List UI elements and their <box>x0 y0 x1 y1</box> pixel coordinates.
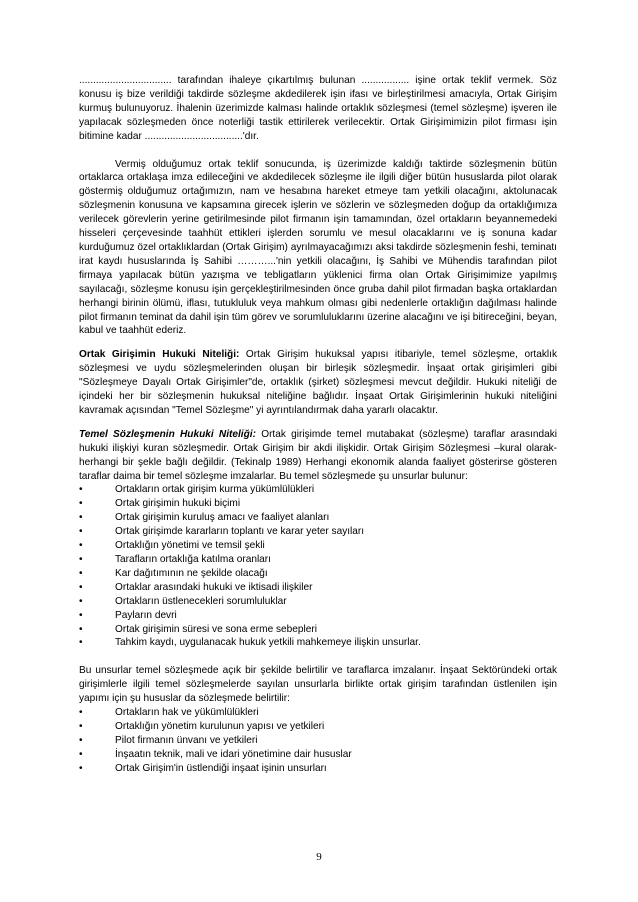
list-item: • Ortakların ortak girişim kurma yükümlülükleri <box>79 484 315 496</box>
bullet-icon: • <box>79 734 83 746</box>
bullet-icon: • <box>79 554 83 565</box>
bullet-icon: • <box>79 609 83 621</box>
list-item: • Tarafların ortaklığa katılma oranları <box>79 554 271 565</box>
bullet-icon: • <box>79 637 83 649</box>
legal-nature-heading: Ortak Girişimin Hukuki Niteliği: <box>79 349 240 361</box>
legal-nature-body: Ortak Girişim hukuksal yapısı itibariyle, temel sözleşme, ortaklık sözleşmesi ve uydu sözleşmelerinden oluşan bir birleşik sözleşmedir. İnşaat ortak girişimleri gibi "Sözleşmeye Dayalı Ortak Girişimler"de, ortaklık (şirket) sözleşmesi mevcut değildir. Hukuki niteliği de içindeki her bir sözleşmenin hukuksal niteliğine bağlıdır. İnşaat Ortak Girişimlerinin hukuki niteliğini kavramak açısından "Temel Sözleşme" yi ayrıntılandırmak daha yararlı olacaktır. <box>79 349 557 416</box>
commitment-paragraph: Vermiş olduğumuz ortak teklif sonucunda, iş üzerimizde kaldığı taktirde sözleşmenin bütün ortaklarca ortaklaşa imza edileceğini ve akdedilecek sözleşme ile ilgili diğer bütün hususlarda pilot olarak göstermiş olduğumuz ortağımızın, nam ve hesabına hareket etmeye tam yetkili olacağını, aktolunacak sözleşmenin konusuna ve kapsamına girecek işlerin ve sözlerin ve sözleşmeden doğup da ortaklığımıza verilecek görevlerin yerine getirilmesinde pilot firmanın işin tamamından, özel ortakların beyannemedeki hisseleri çerçevesinde taahhüt ettikleri işlerden sorumlu ve mesul olacaklarını ve iş sonuna kadar kurduğumuz özel ortaklıklardan (Ortak Girişim) ayrılmayacağımızı aksi takdirde sözleşmenin feshi, teminatı irat kaydı hususlarında İş Sahibi ………...'nin yetkili olacağını, İş Sahibi ve Mühendis tarafından pilot firmaya yapılacak bütün yazışma ve tebligatların yüklenici firma olan Ortak Girişimimize yapılmış sayılacağı, sözleşme konusu işin gerçekleştirilmesinden önce gruba dahil pilot firmadan başka ortaklardan herhangi birinin ölümü, iflası, tutukluluk veya mahkum olması gibi nedenlerle ortaklığın dağılması halinde pilot firmanın teminat da dahil işin tüm görev ve sorumluluklarını üzerine alacağını ve işi bitireceğini, beyan, kabul ve taahhüt ederiz. <box>79 158 557 337</box>
contract-elements-list <box>79 483 557 650</box>
list-item: • Payların devri <box>79 609 177 621</box>
list-item: • Ortak girişimin hukuki biçimi <box>79 498 241 510</box>
list-item: • Ortak girişimde kararların toplantı ve karar yeter sayıları <box>79 526 365 538</box>
list-item: • Ortaklığın yönetim kurulunun yapısı ve yetkileri <box>79 720 325 732</box>
list-item: • Ortakların üstlenecekleri sorumluluklar <box>79 595 287 607</box>
bullet-icon: • <box>79 707 83 719</box>
page-number: 9 <box>316 851 322 863</box>
list-item: • Tahkim kaydı, uygulanacak hukuk yetkili mahkemeye ilişkin unsurlar. <box>79 637 421 649</box>
list-item: • Pilot firmanın ünvanı ve yetkileri <box>79 734 258 746</box>
bullet-icon: • <box>79 526 83 538</box>
bullet-icon: • <box>79 720 83 732</box>
bullet-icon: • <box>79 581 83 593</box>
bullet-icon: • <box>79 540 83 552</box>
legal-nature-paragraph <box>79 348 557 418</box>
list-item: • Ortak girişimin süresi ve sona erme sebepleri <box>79 623 317 635</box>
base-contract-body: Ortak girişimde temel mutabakat (sözleşme) taraflar arasındaki hukuki ilişkiyi kuran sözleşmedir. Ortak Girişim bir akdi ilişkidir. Ortak Girişim Sözleşmesi –kural olarak- herhangi bir şekle bağlı değildir. (Tekinalp 1989) Herhangi ekonomik alanda faaliyet gösterirse gösteren taraflar daima bir temel sözleşme imzalarlar. Bu temel sözleşmede şu unsurlar bulunur: <box>79 428 557 482</box>
base-contract-heading: Temel Sözleşmenin Hukuki Niteliği: <box>79 428 256 440</box>
bullet-icon: • <box>79 512 83 524</box>
list-item: • Ortak girişimin kuruluş amacı ve faaliyet alanları <box>79 512 330 524</box>
list-item: • Kar dağıtımının ne şekilde olacağı <box>79 567 268 579</box>
list-item: • Ortakların hak ve yükümlülükleri <box>79 707 259 719</box>
bullet-icon: • <box>79 762 83 774</box>
list-item: • Ortaklar arasındaki hukuki ve iktisadi ilişkiler <box>79 581 313 593</box>
bullet-icon: • <box>79 623 83 635</box>
list-item: • Ortak Girişim'in üstlendiği inşaat işinin unsurları <box>79 762 327 774</box>
construction-sector-paragraph: Bu unsurlar temel sözleşmede açık bir şekilde belirtilir ve taraflarca imzalanır. İnşaat Sektöründeki ortak girişimlerle ilgili temel sözleşmelerde sayılan unsurlarla birlikte ortak girişim tarafından üstlenilen işin yapımı için şu hususlar da sözleşmede belirtilir: <box>79 665 557 705</box>
bullet-icon: • <box>79 498 83 510</box>
document-page <box>79 74 557 776</box>
bullet-icon: • <box>79 567 83 579</box>
bullet-icon: • <box>79 748 83 760</box>
list-item: • İnşaatın teknik, mali ve idari yönetimine dair hususlar <box>79 748 352 760</box>
construction-items-list <box>79 706 557 776</box>
base-contract-paragraph <box>79 428 557 484</box>
bullet-icon: • <box>79 484 83 496</box>
intro-paragraph: ................................. tarafından ihaleye çıkartılmış bulunan ................. işine ortak teklif vermek. Söz konusu iş bize verildiği takdirde sözleşme akdedilerek işin ifası ve birleştirilmesi amacıyla, Ortak Girişim kurmuş bulunuyoruz. İhalenin üzerimizde kalması halinde ortaklık sözleşmesi (temel sözleşme) işveren ile yapılacak sözleşmeden önce noterliği tastik ettirilerek verilecektir. Ortak Girişimimizin pilot firması işin bitimine kadar ...................................'dır. <box>79 75 557 142</box>
list-item: • Ortaklığın yönetimi ve temsil şekli <box>79 540 265 552</box>
bullet-icon: • <box>79 595 83 607</box>
